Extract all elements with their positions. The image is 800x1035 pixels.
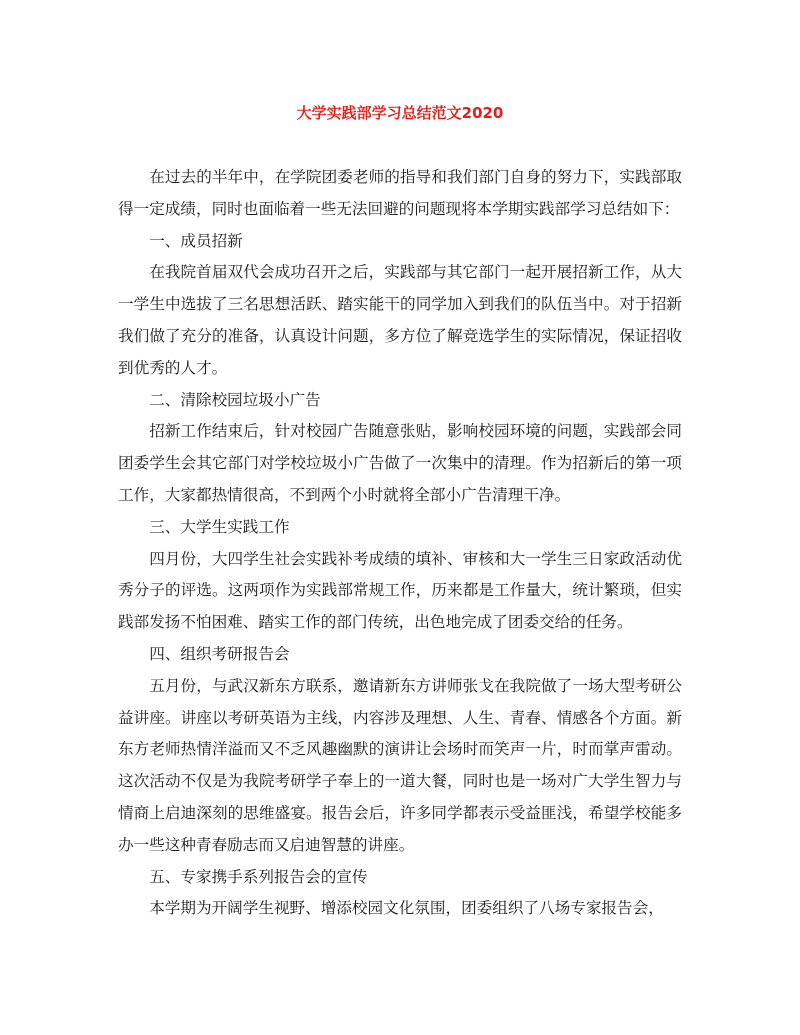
section-heading-4: 四、组织考研报告会 (149, 644, 290, 663)
section-heading-2: 二、清除校园垃圾小广告 (149, 390, 321, 409)
intro-paragraph: 在过去的半年中，在学院团委老师的指导和我们部门自身的努力下，实践部取得一定成绩，同时也面临着一些无法回避的问题现将本学期实践部学习总结如下： (118, 168, 682, 218)
section-body-1: 在我院首届双代会成功召开之后，实践部与其它部门一起开展招新工作，从大一学生中选拔了三名思想活跃、踏实能干的同学加入到我们的队伍当中。对于招新我们做了充分的准备，认真设计问题，多方位了解竞选学生的实际情况，保证招收到优秀的人才。 (118, 263, 682, 377)
section-heading-3: 三、大学生实践工作 (149, 517, 290, 536)
document-title: 大学实践部学习总结范文2020 (296, 104, 504, 122)
section-body-2: 招新工作结束后，针对校园广告随意张贴，影响校园环境的问题，实践部会同团委学生会其它部门对学校垃圾小广告做了一次集中的清理。作为招新后的第一项工作，大家都热情很高，不到两个小时就将全部小广告清理干净。 (118, 422, 682, 504)
section-heading-5: 五、专家携手系列报告会的宣传 (149, 867, 368, 886)
section-heading-1: 一、成员招新 (149, 231, 243, 250)
section-body-4: 五月份，与武汉新东方联系，邀请新东方讲师张戈在我院做了一场大型考研公益讲座。讲座以考研英语为主线，内容涉及理想、人生、青春、情感各个方面。新东方老师热情洋溢而又不乏风趣幽默的演讲让会场时而笑声一片，时而掌声雷动。这次活动不仅是为我院考研学子奉上的一道大餐，同时也是一场对广大学生智力与情商上启迪深刻的思维盛宴。报告会后，许多同学都表示受益匪浅，希望学校能多办一些这种青春励志而又启迪智慧的讲座。 (118, 676, 682, 854)
section-body-5: 本学期为开阔学生视野、增添校园文化氛围，团委组织了八场专家报告会， (149, 899, 664, 918)
section-body-3: 四月份，大四学生社会实践补考成绩的填补、审核和大一学生三日家政活动优秀分子的评选。这两项作为实践部常规工作，历来都是工作量大，统计繁琐，但实践部发扬不怕困难、踏实工作的部门传统，出色地完成了团委交给的任务。 (118, 549, 682, 632)
